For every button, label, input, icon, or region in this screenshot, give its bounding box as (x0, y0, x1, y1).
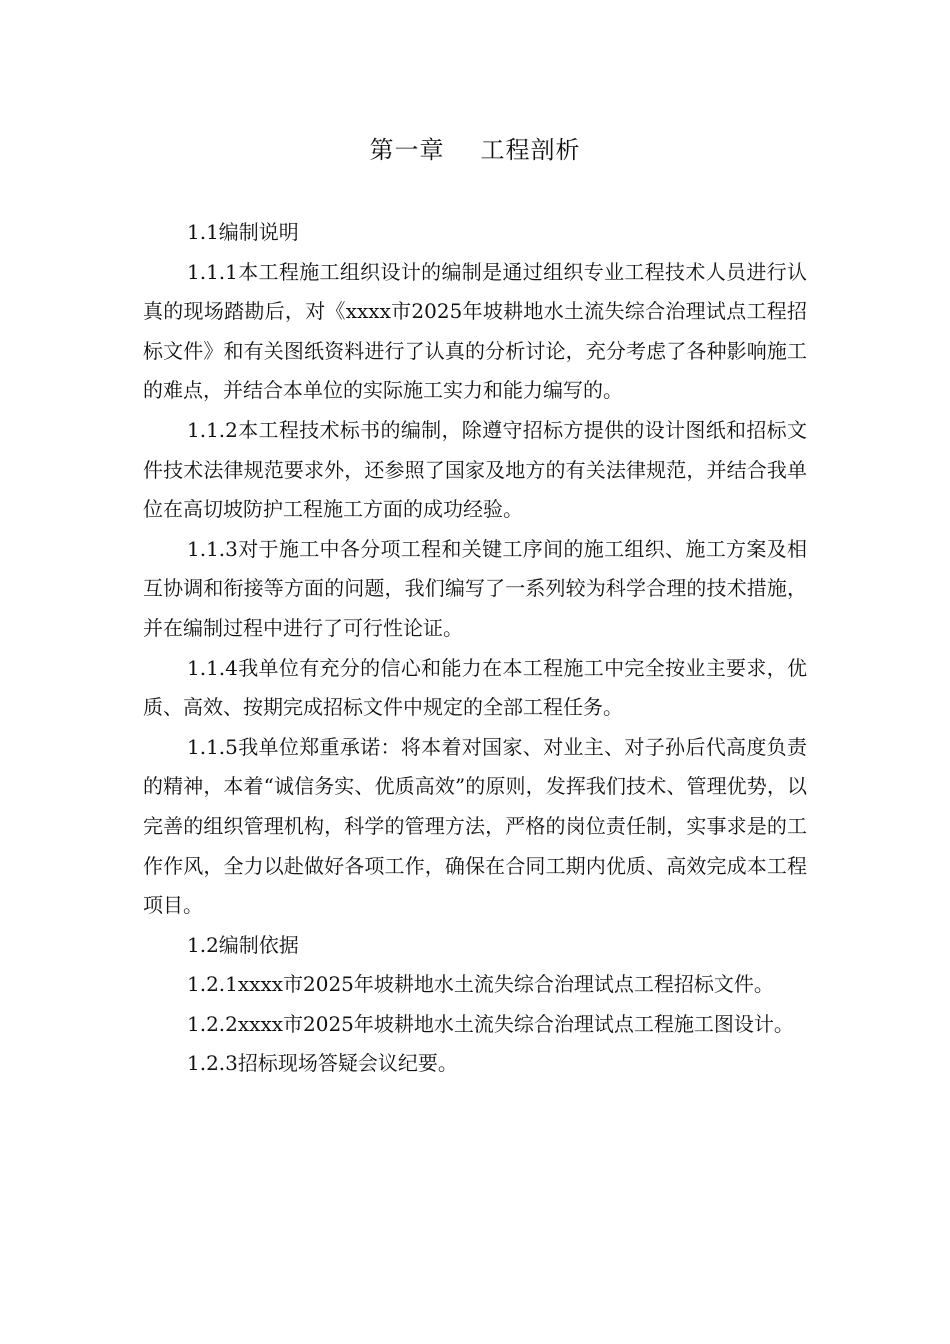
paragraph-1-1-2: 1.1.2本工程技术标书的编制，除遵守招标方提供的设计图纸和招标文件技术法律规范要求外，还参照了国家及地方的有关法律规范，并结合我单位在高切坡防护工程施工方面的成功经验。 (143, 417, 807, 522)
paragraph-1-1-3: 1.1.3对于施工中各分项工程和关键工序间的施工组织、施工方案及相互协调和衔接等方面的问题，我们编写了一系列较为科学合理的技术措施，并在编制过程中进行了可行性论证。 (143, 536, 807, 640)
section-heading-1-2: 1.2编制依据 (187, 932, 299, 957)
paragraph-1-2-3: 1.2.3招标现场答疑会议纪要。 (187, 1051, 458, 1076)
paragraph-1-2-2: 1.2.2xxxx市2025年坡耕地水土流失综合治理试点工程施工图设计。 (187, 1011, 794, 1036)
paragraph-1-2-1: 1.2.1xxxx市2025年坡耕地水土流失综合治理试点工程招标文件。 (187, 972, 774, 997)
paragraph-1-1-5: 1.1.5我单位郑重承诺：将本着对国家、对业主、对子孙后代高度负责的精神，本着“诚信务实、优质高效”的原则，发挥我们技术、管理优势，以完善的组织管理机构，科学的管理方法，严格的岗位责任制，实事求是的工作作风，全力以赴做好各项工作，确保在合同工期内优质、高效完成本工程项目。 (143, 734, 807, 918)
section-heading-1-1: 1.1编制说明 (187, 220, 299, 244)
paragraph-1-1-1: 1.1.1本工程施工组织设计的编制是通过组织专业工程技术人员进行认真的现场踏勘后，对《xxxx市2025年坡耕地水土流失综合治理试点工程招标文件》和有关图纸资料进行了认真的分析讨论，充分考虑了各种影响施工的难点，并结合本单位的实际施工实力和能力编写的。 (143, 259, 807, 403)
chapter-name: 工程剖析 (480, 136, 581, 164)
paragraph-1-1-4: 1.1.4我单位有充分的信心和能力在本工程施工中完全按业主要求，优质、高效、按期完成招标文件中规定的全部工程任务。 (143, 655, 807, 720)
document-body (143, 213, 807, 1084)
chapter-title (0, 132, 950, 168)
chapter-number: 第一章 (369, 136, 445, 164)
